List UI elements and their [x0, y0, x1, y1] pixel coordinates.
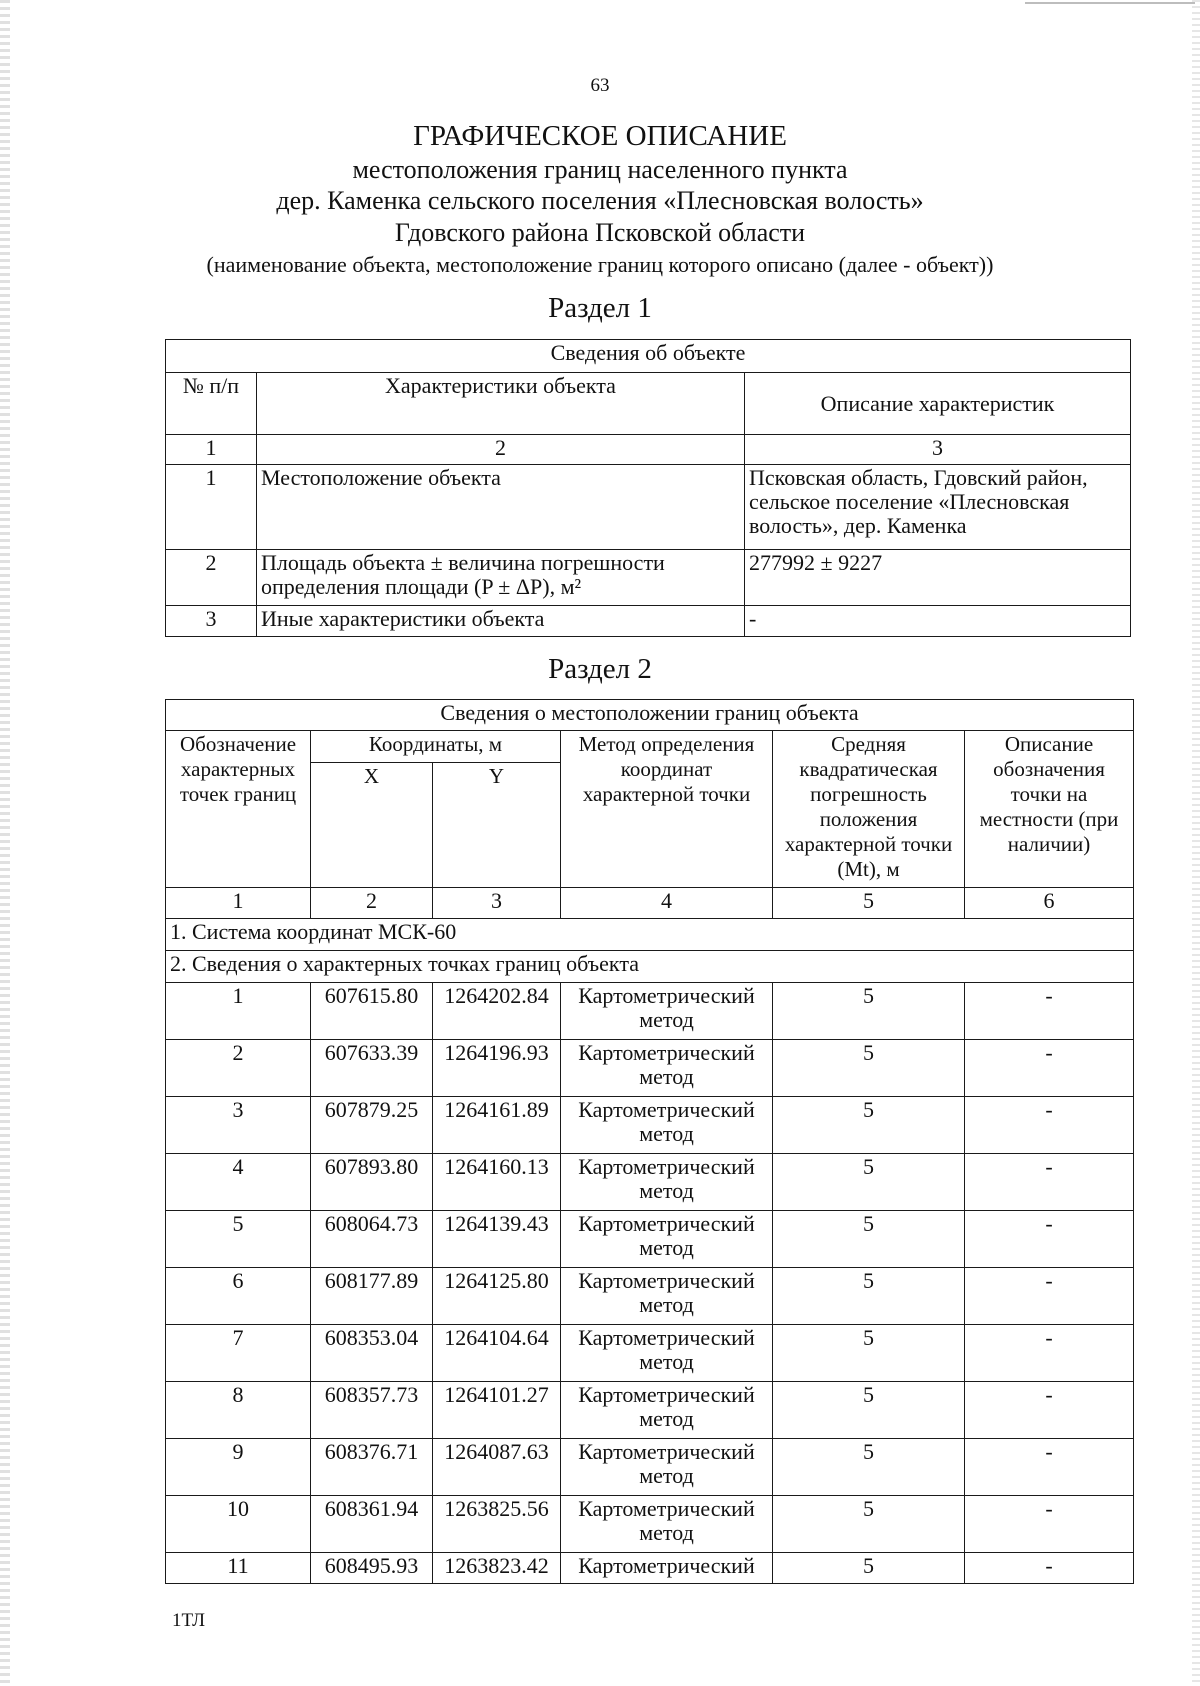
point-number: 6	[166, 1268, 311, 1325]
x-coordinate: 607893.80	[311, 1154, 433, 1211]
table-row	[166, 1211, 1134, 1268]
table-caption: Сведения об объекте	[166, 340, 1131, 373]
method-cell: Картометрический	[561, 1553, 773, 1584]
x-coordinate: 608357.73	[311, 1382, 433, 1439]
y-coordinate: 1264087.63	[433, 1439, 561, 1496]
point-description: -	[965, 1553, 1134, 1584]
table-row	[166, 1439, 1134, 1496]
error-cell: 5	[773, 1097, 965, 1154]
table-row	[166, 1040, 1134, 1097]
y-coordinate: 1264202.84	[433, 983, 561, 1040]
table-row	[166, 983, 1134, 1040]
description-cell: 277992 ± 9227	[745, 550, 1131, 606]
points-caption: 2. Сведения о характерных точках границ объекта	[166, 951, 1134, 983]
point-number: 11	[166, 1553, 311, 1584]
boundary-points-table	[165, 699, 1134, 1584]
col-number: 1	[166, 435, 257, 465]
subtitle-line-2: дер. Каменка сельского поселения «Плесновская волость»	[276, 186, 924, 215]
section-2-title: Раздел 2	[548, 653, 652, 685]
method-cell: Картометрический метод	[561, 1325, 773, 1382]
point-description: -	[965, 1040, 1134, 1097]
point-number: 9	[166, 1439, 311, 1496]
row-number: 1	[166, 465, 257, 550]
y-coordinate: 1264161.89	[433, 1097, 561, 1154]
method-cell: Картометрический метод	[561, 1211, 773, 1268]
x-coordinate: 608376.71	[311, 1439, 433, 1496]
row-number: 2	[166, 550, 257, 606]
error-cell: 5	[773, 1268, 965, 1325]
table-row	[166, 465, 1131, 550]
y-coordinate: 1264139.43	[433, 1211, 561, 1268]
header-number: № п/п	[166, 373, 257, 435]
col-number: 3	[433, 888, 561, 919]
description-cell: -	[745, 606, 1131, 637]
header-characteristic: Характеристики объекта	[257, 373, 745, 435]
subtitle-line-3: Гдовского района Псковской области	[394, 218, 806, 247]
characteristic-cell: Местоположение объекта	[257, 465, 745, 550]
table-row	[166, 606, 1131, 637]
document-title: ГРАФИЧЕСКОЕ ОПИСАНИЕ	[413, 120, 787, 152]
point-description: -	[965, 1097, 1134, 1154]
col-number: 6	[965, 888, 1134, 919]
subtitle-note: (наименование объекта, местоположение границ которого описано (далее - объект))	[206, 252, 994, 277]
table-row	[166, 1496, 1134, 1553]
table-row	[166, 1268, 1134, 1325]
point-number: 3	[166, 1097, 311, 1154]
table-row	[166, 1154, 1134, 1211]
row-number: 3	[166, 606, 257, 637]
subtitle-line-1: местоположения границ населенного пункта	[352, 155, 848, 184]
header-coordinates: Координаты, м	[311, 731, 561, 763]
point-description: -	[965, 1154, 1134, 1211]
footer-mark: 1ТЛ	[172, 1610, 206, 1631]
method-cell: Картометрический метод	[561, 983, 773, 1040]
method-cell: Картометрический метод	[561, 1040, 773, 1097]
header-y: Y	[433, 763, 561, 888]
x-coordinate: 608353.04	[311, 1325, 433, 1382]
table-row	[166, 1325, 1134, 1382]
point-number: 1	[166, 983, 311, 1040]
header-point: Обозначение характерных точек границ	[166, 731, 311, 888]
error-cell: 5	[773, 983, 965, 1040]
x-coordinate: 608361.94	[311, 1496, 433, 1553]
y-coordinate: 1263823.42	[433, 1553, 561, 1584]
error-cell: 5	[773, 1325, 965, 1382]
point-number: 8	[166, 1382, 311, 1439]
table-row	[166, 1097, 1134, 1154]
point-description: -	[965, 1439, 1134, 1496]
point-number: 7	[166, 1325, 311, 1382]
point-description: -	[965, 1268, 1134, 1325]
header-error: Средняя квадратическая погрешность положения характерной точки (Mt), м	[773, 731, 965, 888]
method-cell: Картометрический метод	[561, 1439, 773, 1496]
table-caption: Сведения о местоположении границ объекта	[166, 700, 1134, 731]
characteristic-cell: Площадь объекта ± величина погрешности определения площади (P ± ΔP), м²	[257, 550, 745, 606]
col-number: 5	[773, 888, 965, 919]
point-description: -	[965, 1382, 1134, 1439]
header-description: Описание характеристик	[745, 373, 1131, 435]
header-method: Метод определения координат характерной точки	[561, 731, 773, 888]
page-number: 63	[590, 75, 610, 96]
error-cell: 5	[773, 1439, 965, 1496]
y-coordinate: 1264125.80	[433, 1268, 561, 1325]
header-point-description: Описание обозначения точки на местности (при наличии)	[965, 731, 1134, 888]
y-coordinate: 1263825.56	[433, 1496, 561, 1553]
point-number: 4	[166, 1154, 311, 1211]
table-row	[166, 1553, 1134, 1584]
point-number: 5	[166, 1211, 311, 1268]
point-description: -	[965, 1211, 1134, 1268]
coordinate-system: 1. Система координат МСК-60	[166, 919, 1134, 951]
col-number: 2	[257, 435, 745, 465]
y-coordinate: 1264196.93	[433, 1040, 561, 1097]
error-cell: 5	[773, 1382, 965, 1439]
characteristic-cell: Иные характеристики объекта	[257, 606, 745, 637]
x-coordinate: 608064.73	[311, 1211, 433, 1268]
col-number: 1	[166, 888, 311, 919]
scan-corner-mark	[1025, 2, 1195, 4]
col-number: 4	[561, 888, 773, 919]
table-row	[166, 1382, 1134, 1439]
method-cell: Картометрический метод	[561, 1382, 773, 1439]
method-cell: Картометрический метод	[561, 1496, 773, 1553]
x-coordinate: 608177.89	[311, 1268, 433, 1325]
point-number: 2	[166, 1040, 311, 1097]
header-x: X	[311, 763, 433, 888]
method-cell: Картометрический метод	[561, 1097, 773, 1154]
y-coordinate: 1264101.27	[433, 1382, 561, 1439]
x-coordinate: 607879.25	[311, 1097, 433, 1154]
error-cell: 5	[773, 1553, 965, 1584]
method-cell: Картометрический метод	[561, 1154, 773, 1211]
table-row	[166, 550, 1131, 606]
description-cell: Псковская область, Гдовский район, сельское поселение «Плесновская волость», дер. Каменка	[745, 465, 1131, 550]
x-coordinate: 608495.93	[311, 1553, 433, 1584]
scan-edge-left	[0, 0, 10, 1686]
scan-edge-right	[1192, 0, 1200, 1686]
error-cell: 5	[773, 1496, 965, 1553]
x-coordinate: 607633.39	[311, 1040, 433, 1097]
y-coordinate: 1264104.64	[433, 1325, 561, 1382]
method-cell: Картометрический метод	[561, 1268, 773, 1325]
point-number: 10	[166, 1496, 311, 1553]
point-description: -	[965, 983, 1134, 1040]
x-coordinate: 607615.80	[311, 983, 433, 1040]
col-number: 2	[311, 888, 433, 919]
error-cell: 5	[773, 1154, 965, 1211]
y-coordinate: 1264160.13	[433, 1154, 561, 1211]
object-info-table	[165, 339, 1131, 637]
point-description: -	[965, 1496, 1134, 1553]
point-description: -	[965, 1325, 1134, 1382]
error-cell: 5	[773, 1040, 965, 1097]
error-cell: 5	[773, 1211, 965, 1268]
section-1-title: Раздел 1	[548, 292, 652, 324]
col-number: 3	[745, 435, 1131, 465]
